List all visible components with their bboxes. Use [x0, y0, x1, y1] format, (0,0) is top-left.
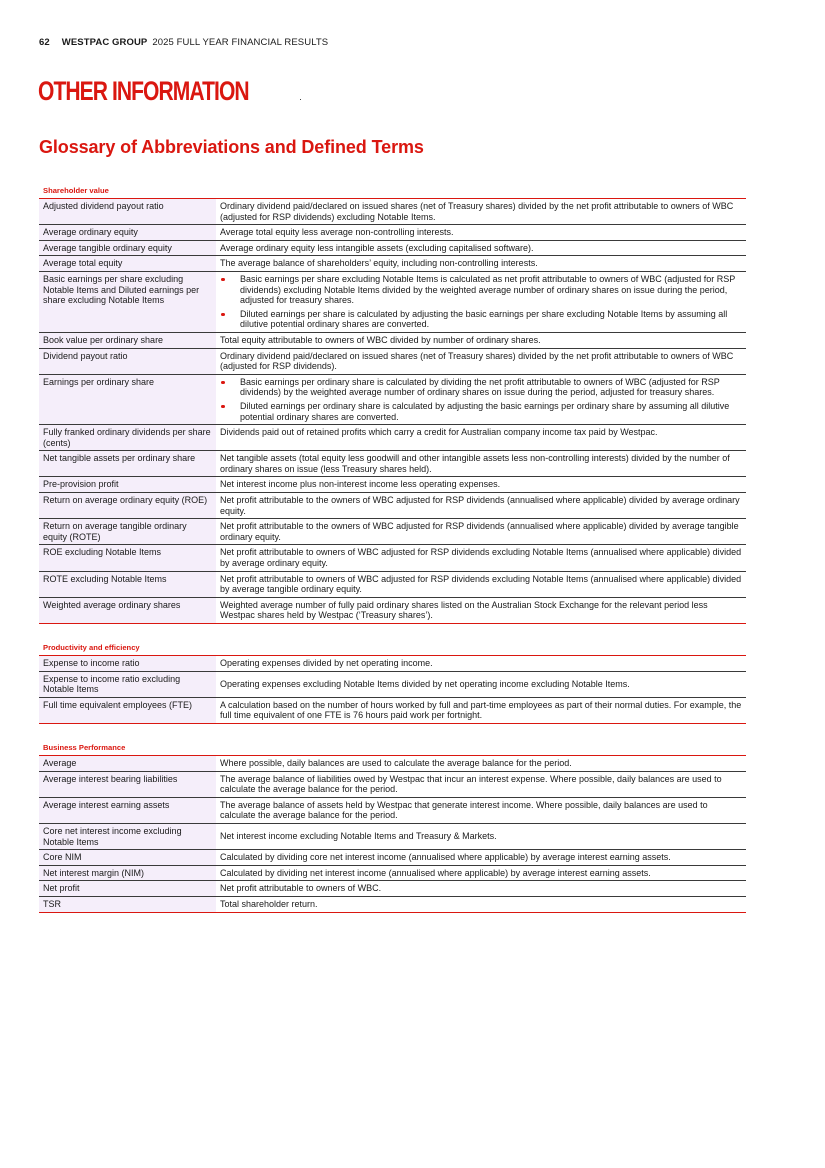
group-heading: Business Performance [39, 741, 746, 756]
table-row [39, 771, 746, 797]
term-cell: Average total equity [39, 256, 216, 272]
company-name: WESTPAC GROUP [61, 37, 148, 48]
term-cell: Pre-provision profit [39, 477, 216, 493]
definition-cell: Net tangible assets (total equity less goodwill and other intangible assets less non-controlling interests) divided by the number of ordinary shares on issue (less Treasury shares held). [216, 451, 746, 477]
term-cell: Average interest earning assets [39, 797, 216, 823]
term-cell: Core NIM [39, 850, 216, 866]
term-cell: Basic earnings per share excluding Notable Items and Diluted earnings per share excluding Notable Items [39, 271, 216, 332]
definition-cell: Operating expenses divided by net operating income. [216, 656, 746, 671]
page-header [39, 37, 328, 48]
table-row [39, 493, 746, 519]
term-cell: ROTE excluding Notable Items [39, 571, 216, 597]
table-row [39, 332, 746, 348]
glossary-group [39, 741, 746, 913]
group-heading: Shareholder value [39, 184, 746, 199]
list-item: Diluted earnings per ordinary share is calculated by adjusting the basic earnings per ordinary share by assuming all dilutive potential ordinary shares are converted. [220, 401, 742, 422]
term-cell: Net tangible assets per ordinary share [39, 451, 216, 477]
term-cell: Expense to income ratio [39, 656, 216, 671]
term-cell: Book value per ordinary share [39, 332, 216, 348]
table-row [39, 697, 746, 723]
glossary-group [39, 641, 746, 724]
table-row [39, 545, 746, 571]
term-cell: Return on average ordinary equity (ROE) [39, 493, 216, 519]
definition-cell: Net profit attributable to the owners of WBC adjusted for RSP dividends (annualised where applicable) divided by average ordinary equity. [216, 493, 746, 519]
definition-cell: The average balance of assets held by Westpac that generate interest income. Where possible, daily balances are used to calculate the average balance for the period. [216, 797, 746, 823]
decorative-dot [300, 99, 301, 100]
glossary [39, 184, 746, 930]
definition-cell: Net profit attributable to the owners of WBC adjusted for RSP dividends (annualised where applicable) divided by average tangible ordinary equity. [216, 519, 746, 545]
glossary-table [39, 756, 746, 913]
definition-list [220, 274, 742, 330]
term-cell: Weighted average ordinary shares [39, 597, 216, 623]
page-subtitle: Glossary of Abbreviations and Defined Terms [39, 137, 424, 157]
definition-cell [216, 271, 746, 332]
definition-cell: Calculated by dividing core net interest income (annualised where applicable) by average interest earning assets. [216, 850, 746, 866]
definition-cell: Total shareholder return. [216, 896, 746, 912]
table-row [39, 477, 746, 493]
term-cell: Fully franked ordinary dividends per share (cents) [39, 425, 216, 451]
table-row [39, 519, 746, 545]
table-row [39, 671, 746, 697]
table-row [39, 850, 746, 866]
list-item: Basic earnings per share excluding Notable Items is calculated as net profit attributable to owners of WBC (adjusted for RSP dividends) excluding Notable Items divided by the weighted average number of ordinary shares on issue during the period, adjusted for treasury shares. [220, 274, 742, 306]
definition-list [220, 377, 742, 422]
definition-cell: Where possible, daily balances are used to calculate the average balance for the period. [216, 756, 746, 771]
definition-cell: The average balance of liabilities owed by Westpac that incur an interest expense. Where possible, daily balances are used to calculate the average balance for the period. [216, 771, 746, 797]
page-number: 62 [39, 37, 50, 48]
definition-cell: Average ordinary equity less intangible assets (excluding capitalised software). [216, 240, 746, 256]
definition-cell: The average balance of shareholders’ equity, including non-controlling interests. [216, 256, 746, 272]
table-row [39, 240, 746, 256]
list-item: Diluted earnings per share is calculated by adjusting the basic earnings per share excluding Notable Items by assuming all dilutive potential ordinary shares are converted. [220, 309, 742, 330]
section-title: OTHER INFORMATION [38, 76, 249, 106]
list-item: Basic earnings per ordinary share is calculated by dividing the net profit attributable to owners of WBC (adjusted for RSP dividends) by the weighted average number of ordinary shares on issue during the period, adjusted for treasury shares. [220, 377, 742, 398]
glossary-group [39, 184, 746, 624]
term-cell: Average ordinary equity [39, 225, 216, 241]
term-cell: Average [39, 756, 216, 771]
table-row [39, 823, 746, 849]
definition-cell: A calculation based on the number of hours worked by full and part-time employees as part of their normal duties. For example, the full time equivalent of one FTE is 76 hours paid work per fortnight. [216, 697, 746, 723]
table-row [39, 865, 746, 881]
definition-cell: Net interest income excluding Notable Items and Treasury & Markets. [216, 823, 746, 849]
term-cell: Full time equivalent employees (FTE) [39, 697, 216, 723]
table-row [39, 597, 746, 623]
definition-cell: Net profit attributable to owners of WBC adjusted for RSP dividends excluding Notable Items (annualised where applicable) divided by average ordinary equity. [216, 545, 746, 571]
definition-cell: Total equity attributable to owners of WBC divided by number of ordinary shares. [216, 332, 746, 348]
term-cell: Average tangible ordinary equity [39, 240, 216, 256]
term-cell: TSR [39, 896, 216, 912]
term-cell: Earnings per ordinary share [39, 374, 216, 424]
table-row [39, 225, 746, 241]
definition-cell: Net profit attributable to owners of WBC adjusted for RSP dividends excluding Notable Items (annualised where applicable) divided by average tangible ordinary equity. [216, 571, 746, 597]
table-row [39, 425, 746, 451]
definition-cell: Weighted average number of fully paid ordinary shares listed on the Australian Stock Exchange for the relevant period less Westpac shares held by Westpac (‘Treasury shares’). [216, 597, 746, 623]
definition-cell: Ordinary dividend paid/declared on issued shares (net of Treasury shares) divided by the net profit attributable to owners of WBC (adjusted for RSP dividends) excluding Notable Items. [216, 199, 746, 225]
table-row [39, 374, 746, 424]
group-heading: Productivity and efficiency [39, 641, 746, 656]
definition-cell: Ordinary dividend paid/declared on issued shares (net of Treasury shares) divided by the net profit attributable to owners of WBC (adjusted for RSP dividends). [216, 348, 746, 374]
definition-cell: Average total equity less average non-controlling interests. [216, 225, 746, 241]
table-row [39, 797, 746, 823]
report-name: 2025 FULL YEAR FINANCIAL RESULTS [152, 37, 329, 48]
table-row [39, 571, 746, 597]
term-cell: Adjusted dividend payout ratio [39, 199, 216, 225]
glossary-table [39, 656, 746, 724]
definition-cell: Net profit attributable to owners of WBC. [216, 881, 746, 897]
table-row [39, 199, 746, 225]
table-row [39, 656, 746, 671]
definition-cell: Net interest income plus non-interest income less operating expenses. [216, 477, 746, 493]
table-row [39, 451, 746, 477]
term-cell: Net profit [39, 881, 216, 897]
term-cell: Return on average tangible ordinary equity (ROTE) [39, 519, 216, 545]
glossary-table [39, 199, 746, 624]
table-row [39, 348, 746, 374]
term-cell: Net interest margin (NIM) [39, 865, 216, 881]
definition-cell [216, 374, 746, 424]
table-row [39, 756, 746, 771]
term-cell: ROE excluding Notable Items [39, 545, 216, 571]
definition-cell: Operating expenses excluding Notable Items divided by net operating income excluding Notable Items. [216, 671, 746, 697]
term-cell: Expense to income ratio excluding Notable Items [39, 671, 216, 697]
table-row [39, 271, 746, 332]
term-cell: Average interest bearing liabilities [39, 771, 216, 797]
definition-cell: Dividends paid out of retained profits which carry a credit for Australian company income tax paid by Westpac. [216, 425, 746, 451]
term-cell: Dividend payout ratio [39, 348, 216, 374]
table-row [39, 881, 746, 897]
definition-cell: Calculated by dividing net interest income (annualised where applicable) by average interest earning assets. [216, 865, 746, 881]
table-row [39, 896, 746, 912]
table-row [39, 256, 746, 272]
term-cell: Core net interest income excluding Notable Items [39, 823, 216, 849]
